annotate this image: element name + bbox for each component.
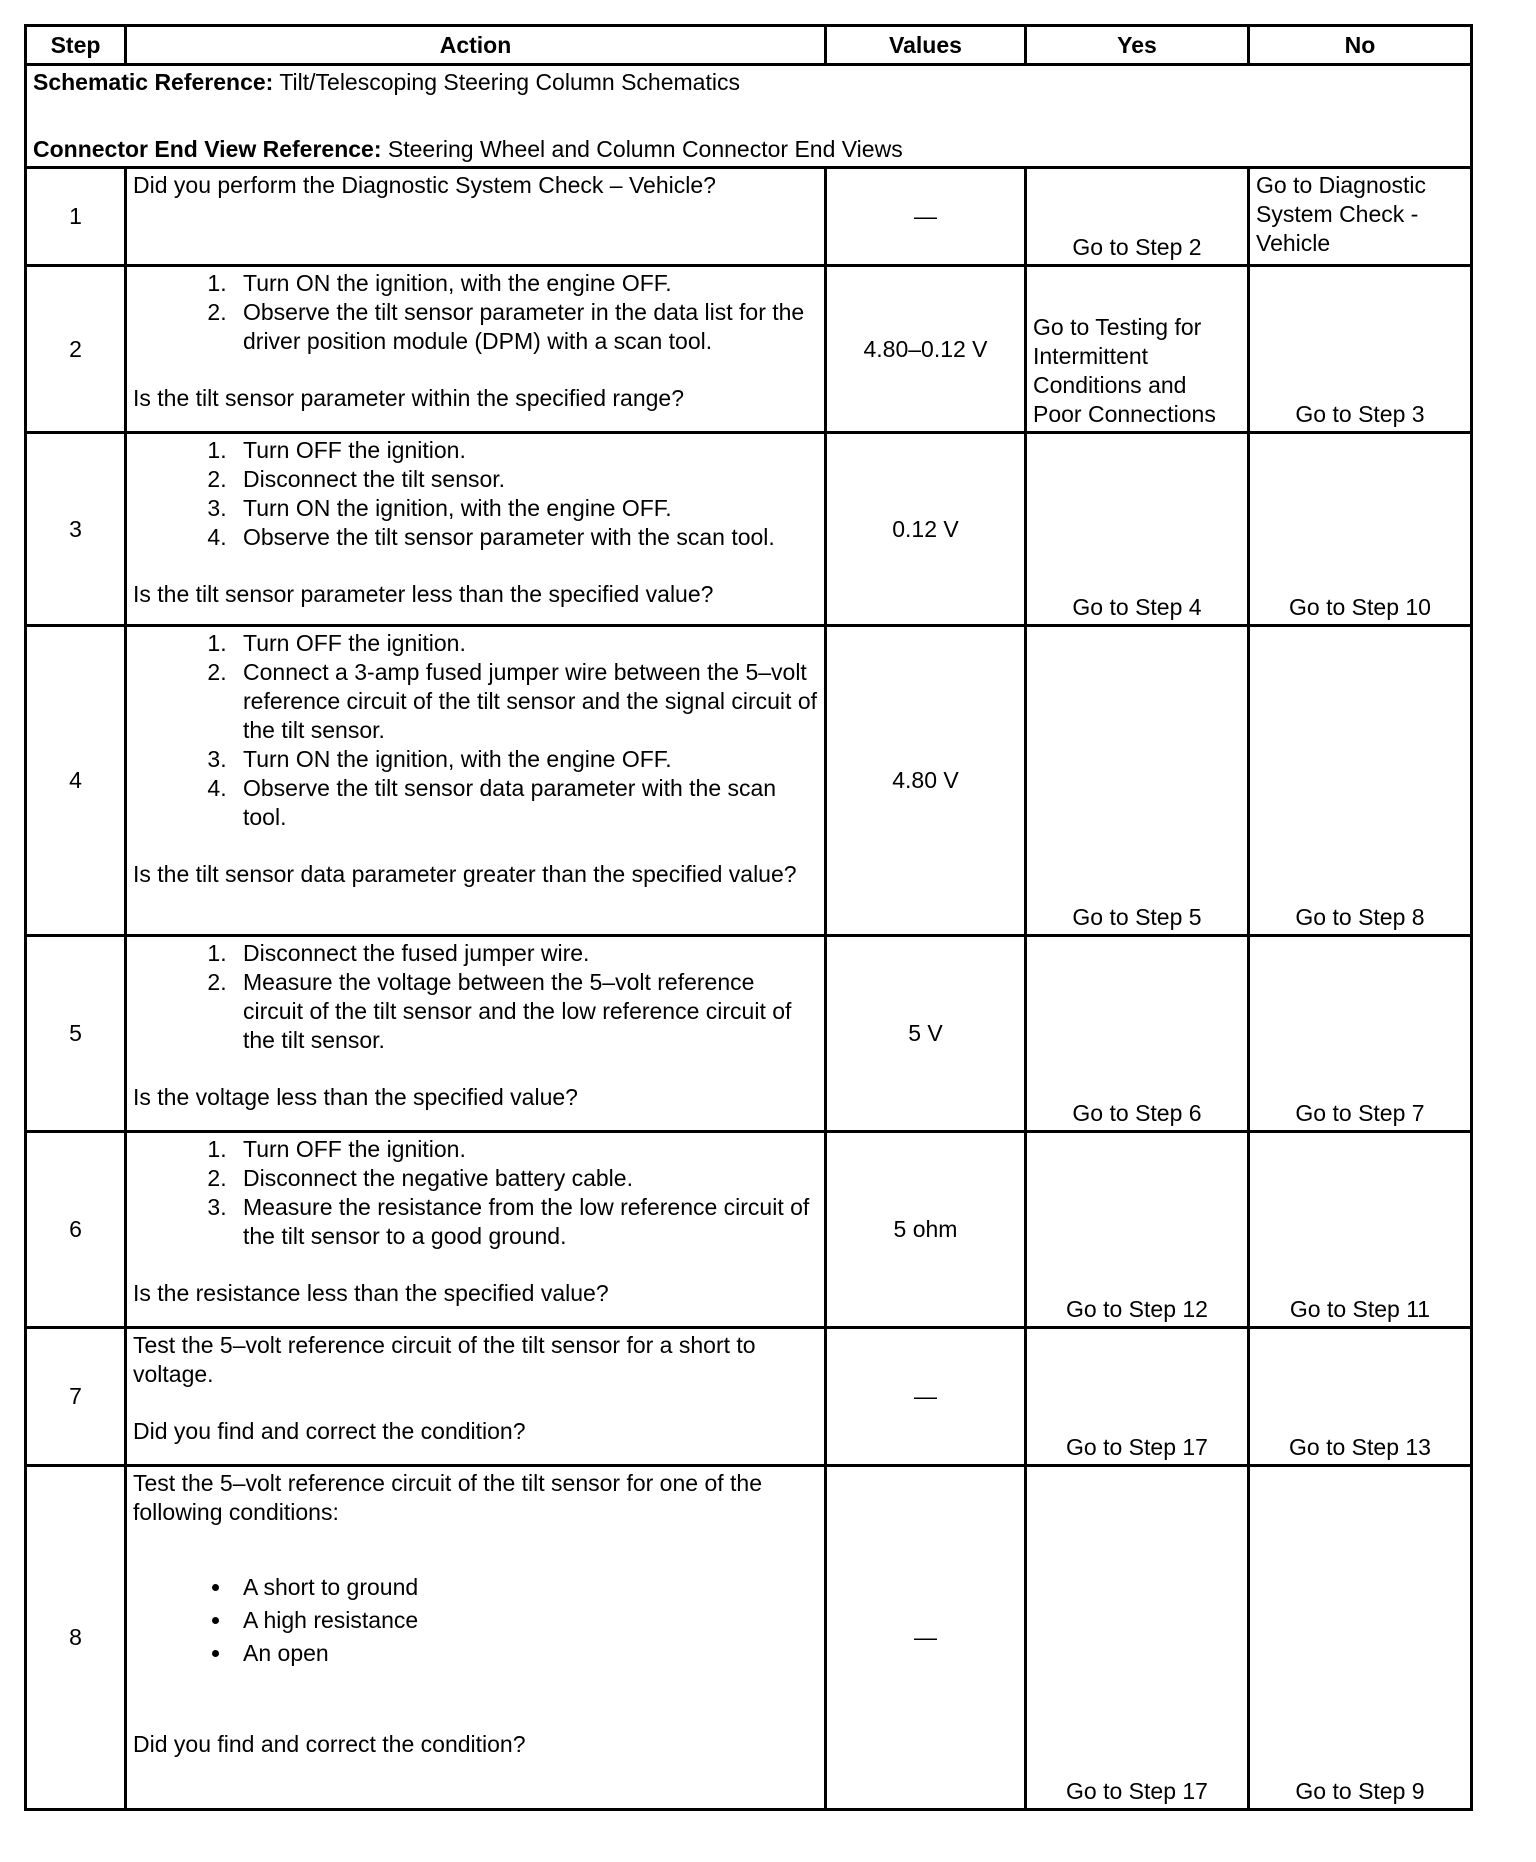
action-steps	[133, 269, 818, 356]
action-steps	[133, 939, 818, 1055]
step-number: 3	[26, 433, 126, 626]
table-row	[26, 936, 1472, 1132]
table-row	[26, 626, 1472, 936]
action-question: Is the tilt sensor parameter within the specified range?	[133, 385, 685, 411]
action-cell	[126, 626, 826, 936]
diagnostic-table	[24, 24, 1473, 1811]
action-question: Is the tilt sensor data parameter greater than the specified value?	[133, 861, 797, 887]
action-step-item: 1. Turn OFF the ignition.	[233, 436, 818, 465]
connector-reference-link[interactable]: Steering Wheel and Column Connector End Views	[387, 136, 903, 162]
action-step-item: 1. Turn ON the ignition, with the engine OFF.	[233, 269, 818, 298]
action-steps	[133, 1135, 818, 1251]
action-question: Did you find and correct the condition?	[133, 1418, 526, 1444]
value-cell: 5 ohm	[826, 1132, 1026, 1328]
header-yes: Yes	[1026, 26, 1249, 65]
action-step-item: 2. Connect a 3-amp fused jumper wire between the 5–volt reference circuit of the tilt sensor and the signal circuit of the tilt sensor.	[233, 658, 818, 745]
step-number: 1	[26, 168, 126, 266]
condition-item: • A high resistance	[233, 1604, 818, 1637]
action-cell	[126, 266, 826, 433]
action-step-item: 2. Disconnect the negative battery cable.	[233, 1164, 818, 1193]
no-action[interactable]: Go to Step 9	[1249, 1466, 1472, 1810]
value-cell: 0.12 V	[826, 433, 1026, 626]
no-action[interactable]: Go to Step 10	[1249, 433, 1472, 626]
condition-item: • A short to ground	[233, 1571, 818, 1604]
table-row	[26, 433, 1472, 626]
yes-action[interactable]: Go to Step 2	[1026, 168, 1249, 266]
reference-row	[26, 65, 1472, 168]
no-action[interactable]: Go to Step 13	[1249, 1328, 1472, 1466]
table-row	[26, 1132, 1472, 1328]
value-cell: 4.80–0.12 V	[826, 266, 1026, 433]
header-row	[26, 26, 1472, 65]
value-cell: 4.80 V	[826, 626, 1026, 936]
no-action[interactable]: Go to Step 7	[1249, 936, 1472, 1132]
action-step-item: 1. Turn OFF the ignition.	[233, 1135, 818, 1164]
table-row	[26, 168, 1472, 266]
action-step-item: 3. Turn ON the ignition, with the engine OFF.	[233, 745, 818, 774]
action-cell	[126, 1132, 826, 1328]
value-cell: —	[826, 1466, 1026, 1810]
action-steps	[133, 436, 818, 552]
yes-action[interactable]: Go to Step 4	[1026, 433, 1249, 626]
action-step-item: 2. Measure the voltage between the 5–volt reference circuit of the tilt sensor and the low reference circuit of the tilt sensor.	[233, 968, 818, 1055]
action-cell	[126, 1466, 826, 1810]
step-number: 6	[26, 1132, 126, 1328]
no-action[interactable]: Go to Step 3	[1249, 266, 1472, 433]
schematic-reference	[33, 68, 1464, 97]
condition-list	[133, 1571, 818, 1670]
action-steps	[133, 629, 818, 832]
header-values: Values	[826, 26, 1026, 65]
action-intro: Test the 5–volt reference circuit of the tilt sensor for one of the following conditions:	[133, 1470, 762, 1525]
action-step-item: 2. Observe the tilt sensor parameter in the data list for the driver position module (DPM) with a scan tool.	[233, 298, 818, 356]
value-cell: —	[826, 1328, 1026, 1466]
header-no: No	[1249, 26, 1472, 65]
action-question: Did you find and correct the condition?	[133, 1731, 526, 1757]
yes-action[interactable]: Go to Step 17	[1026, 1328, 1249, 1466]
value-cell: —	[826, 168, 1026, 266]
action-question: Is the voltage less than the specified value?	[133, 1084, 578, 1110]
action-cell	[126, 1328, 826, 1466]
action-intro: Test the 5–volt reference circuit of the tilt sensor for a short to voltage.	[133, 1332, 756, 1387]
value-cell: 5 V	[826, 936, 1026, 1132]
action-step-item: 3. Measure the resistance from the low reference circuit of the tilt sensor to a good ground.	[233, 1193, 818, 1251]
yes-action[interactable]: Go to Step 12	[1026, 1132, 1249, 1328]
connector-reference	[33, 135, 1464, 164]
condition-item: • An open	[233, 1637, 818, 1670]
yes-action[interactable]: Go to Step 17	[1026, 1466, 1249, 1810]
table-row	[26, 1328, 1472, 1466]
header-action: Action	[126, 26, 826, 65]
action-step-item: 4. Observe the tilt sensor data parameter with the scan tool.	[233, 774, 818, 832]
schematic-reference-link[interactable]: Tilt/Telescoping Steering Column Schematics	[279, 69, 740, 95]
action-step-item: 1. Turn OFF the ignition.	[233, 629, 818, 658]
action-step-item: 3. Turn ON the ignition, with the engine OFF.	[233, 494, 818, 523]
step-number: 7	[26, 1328, 126, 1466]
step-number: 4	[26, 626, 126, 936]
action-step-item: 2. Disconnect the tilt sensor.	[233, 465, 818, 494]
header-step: Step	[26, 26, 126, 65]
no-action[interactable]: Go to Step 11	[1249, 1132, 1472, 1328]
action-cell	[126, 433, 826, 626]
step-number: 2	[26, 266, 126, 433]
action-question: Is the resistance less than the specified value?	[133, 1280, 609, 1306]
table-row	[26, 266, 1472, 433]
yes-action[interactable]: Go to Step 6	[1026, 936, 1249, 1132]
table-row	[26, 1466, 1472, 1810]
step-number: 5	[26, 936, 126, 1132]
schematic-reference-label: Schematic Reference:	[33, 69, 274, 95]
yes-action[interactable]: Go to Step 5	[1026, 626, 1249, 936]
action-question: Is the tilt sensor parameter less than the specified value?	[133, 581, 714, 607]
action-step-item: 4. Observe the tilt sensor parameter with the scan tool.	[233, 523, 818, 552]
no-action[interactable]: Go to Diagnostic System Check - Vehicle	[1249, 168, 1472, 266]
action-text: Did you perform the Diagnostic System Check – Vehicle?	[126, 168, 826, 266]
action-cell	[126, 936, 826, 1132]
connector-reference-label: Connector End View Reference:	[33, 136, 382, 162]
reference-cell	[26, 65, 1472, 168]
action-step-item: 1. Disconnect the fused jumper wire.	[233, 939, 818, 968]
yes-action[interactable]: Go to Testing for Intermittent Conditions and Poor Connections	[1026, 266, 1249, 433]
no-action[interactable]: Go to Step 8	[1249, 626, 1472, 936]
step-number: 8	[26, 1466, 126, 1810]
